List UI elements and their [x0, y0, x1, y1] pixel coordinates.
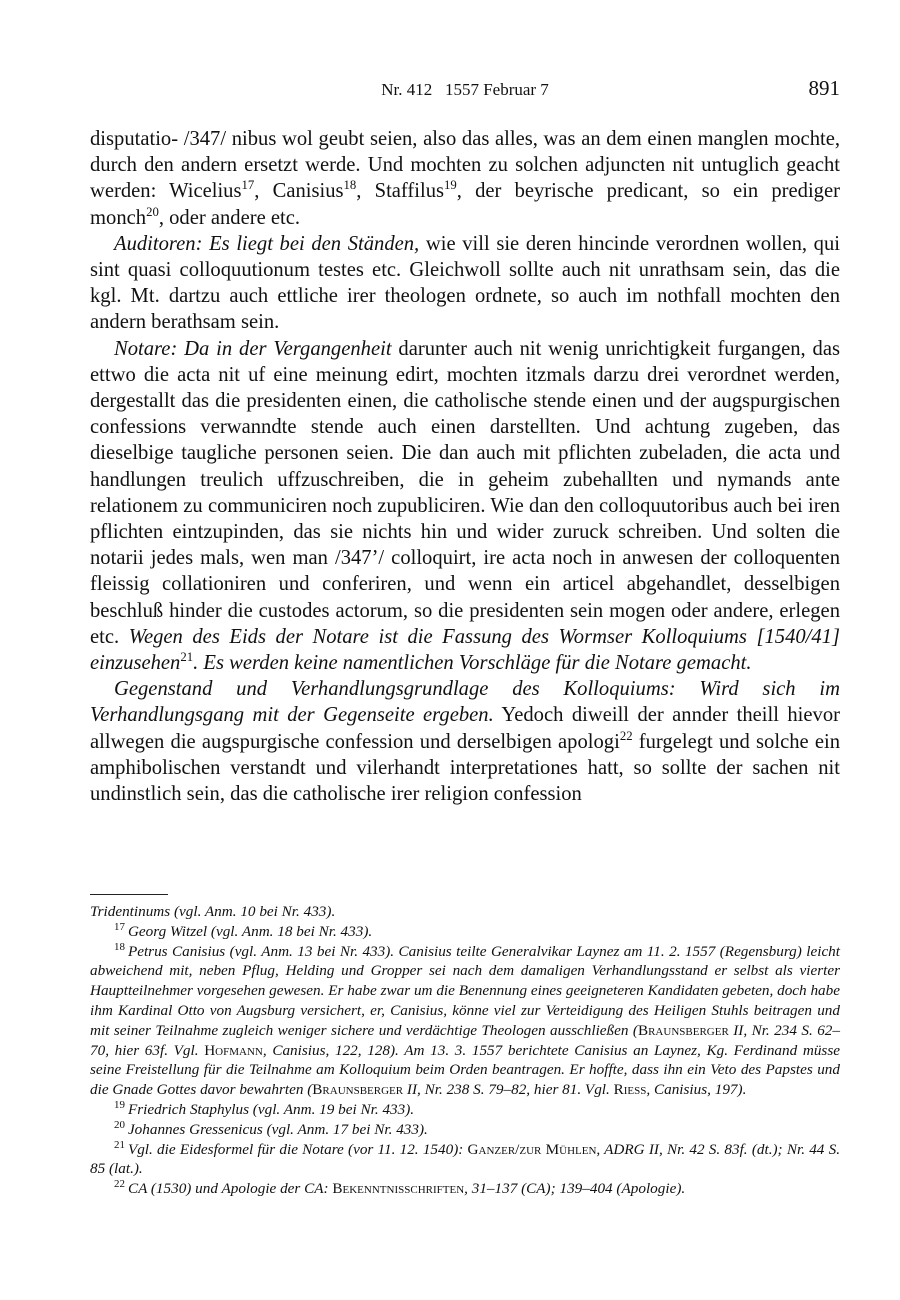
footnote-18: $^{18}$ Petrus Canisius (vgl. Anm. 13 bei Nr. 433). Canisius teilte Generalvikar Laynez am 11. 2. 1557 (Regensburg) leicht abweichend mit, neben Pflug, Helding und Gropper sei nach dem damaligen Verhandlungsstand er selbst als vierter Hauptteilnehmer vorgesehen gewesen. Er habe zwar um die Benennung eines geeigneteren Kandidaten gebeten, doch habe ihm Kardinal Otto von Augsburg versichert, er, Canisius, könne viel zur Verteidigung des Heiligen Stuhls beitragen und mit seiner Teilnahme zugleich weniger sichere und verdächtige Theologen ausschließen (Braunsberger II, Nr. 234 S. 62–70, hier 63f. Vgl. Hofmann, Canisius, 122, 128). Am 13. 3. 1557 berichtete Canisius an Laynez, Kg. Ferdinand müsse seine Freistellung für die Teilnahme am Kolloquium beim Orden beantragen. Er hoffte, dass ihn ein Veto des Papstes und die Gnade Gottes davor bewahrten (Braunsberger II, Nr. 238 S. 79–82, hier 81. Vgl. Riess, Canisius, 197).	[90, 940, 840, 1099]
footnote-ref-19[interactable]: 19	[444, 178, 457, 193]
footnote-21: $^{21}$ Vgl. die Eidesformel für die Notare (vor 11. 12. 1540): Ganzer/zur Mühlen, ADRG II, Nr. 42 S. 83f. (dt.); Nr. 44 S. 85 (lat.).	[90, 1138, 841, 1178]
main-text	[90, 126, 840, 807]
section-label-notare: Notare: Da in der Vergangenheit	[114, 337, 392, 360]
section-label-gegenstand: Gegenstand und Verhandlungsgrundlage des Kolloquiums: Wird sich im Verhandlungsgang mit der Gegenseite ergeben.	[90, 678, 840, 727]
footnotes	[90, 902, 840, 1199]
footnote-ref-22[interactable]: 22	[619, 728, 633, 743]
footnote-continuation: Tridentinums (vgl. Anm. 10 bei Nr. 433).	[90, 903, 336, 920]
paragraph-gegenstand: Gegenstand und Verhandlungsgrundlage des Kolloquiums: Wird sich im Verhandlungsgang mit der Gegenseite ergeben. Yedoch diweill der annder theill hievor allwegen die augspurgische confession und derselbigen apologi$^{22}$ furgelegt und solche ein amphibolischen verstandt und vilerhandt interpretationes hatt, so sollte der sachen nit undinstlich sein, das die catholische irer religion confession	[90, 678, 841, 806]
footnote-20: $^{20}$ Johannes Gressenicus (vgl. Anm. 17 bei Nr. 433).	[114, 1118, 428, 1138]
footnote-ref-21[interactable]: 21	[180, 650, 194, 665]
paragraph-auditoren: Auditoren: Es liegt bei den Ständen, wie vill sie deren hincinde verordnen wollen, qui sint quasi colloquutionum testes etc. Gleichwoll sollte auch nit unrathsam sein, das die kgl. Mt. dartzu auch ettliche irer theologen ordnete, so auch im nothfall mochten den andern berathsam sein.	[90, 232, 840, 334]
page-number: 891	[808, 76, 840, 100]
footnote-ref-17[interactable]: 17	[241, 178, 255, 193]
footnote-17: $^{17}$ Georg Witzel (vgl. Anm. 18 bei Nr. 433).	[114, 920, 373, 940]
page-header	[90, 76, 840, 106]
footnote-22: $^{22}$ CA (1530) und Apologie der CA: Bekenntnisschriften, 31–137 (CA); 139–404 (Apologie).	[114, 1178, 686, 1198]
running-title: Nr. 412 1557 Februar 7	[381, 80, 549, 99]
footnote-ref-18[interactable]: 18	[343, 178, 357, 193]
footnote-19: $^{19}$ Friedrich Staphylus (vgl. Anm. 19 bei Nr. 433).	[114, 1098, 415, 1118]
paragraph-notare: Notare: Da in der Vergangenheit darunter auch nit wenig unrichtigkeit furgangen, das ettwo die acta nit uf eine meinung edirt, mochten itzmals darzu drei verordnet werden, dergestallt das die presidenten einen, die catholische stende einen und der augspurgischen confessions verwanndte stende auch einen darstellten. Und achtung zugeben, das dieselbige taugliche personen seien. Die dan auch mit pflichten zubeladen, die acta und handlungen treulich uffzuschreiben, die in geheim zubehallten und nymands ante relationem zu communiciren noch zupubliciren. Wie dan den colloquutoribus auch bei iren pflichten eintzupinden, das sie nichts hin und wider zuruck schreiben. Und solten die notarii jedes mals, wen man /347’/ colloquirt, ire acta noch in anwesen der colloquenten fleissig collationiren und conferiren, und wenn ein articel abgehandlet, desselbigen beschluß hinder die custodes actorum, so die presidenten sein mogen oder andere, erlegen etc. Wegen des Eids der Notare ist die Fassung des Wormser Kolloquiums [1540/41] einzusehen$^{21}$. Es werden keine namentlichen Vorschläge für die Notare gemacht.	[90, 337, 840, 675]
section-label-auditoren: Auditoren: Es liegt bei den Ständen,	[114, 232, 420, 255]
paragraph-1: disputatio- /347/ nibus wol geubt seien, also das alles, was an dem einen manglen mochte, durch den andern ersetzt werde. Und mochten zu solchen adjuncten nit untuglich geacht werden: Wicelius$^{17}$, Canisius$^{18}$, Staffilus$^{19}$, der beyrische predicant, so ein prediger monch$^{20}$, oder andere etc.	[90, 128, 840, 229]
footnote-ref-20[interactable]: 20	[146, 204, 159, 219]
footnote-separator	[90, 894, 168, 895]
